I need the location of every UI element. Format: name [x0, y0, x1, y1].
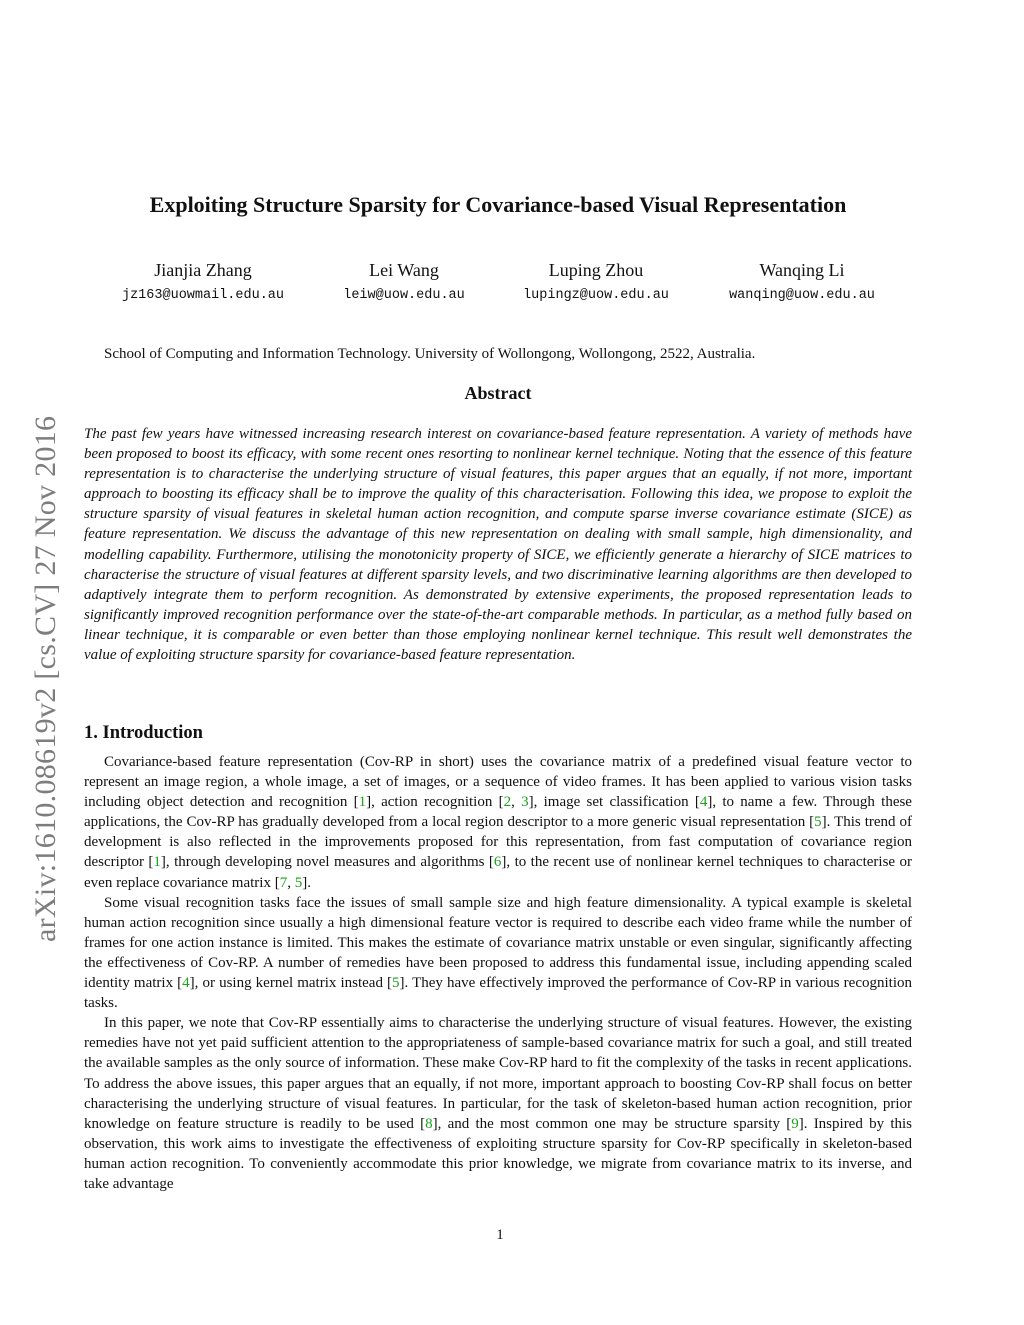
text-run: In this paper, we note that Cov-RP essentially aims to characterise the underlying structure of visual features. However, the existing remedies have not yet paid sufficient attention to the appropriateness of sample-based covariance matrix for such a goal, and still treated the available samples as the only source of information. These make Cov-RP hard to fit the complexity of the tasks in recent applications. To address the above issues, this paper argues that an equally, if not more, important approach to boosting Cov-RP shall focus on better characterising the underlying structure of visual features. In particular, for the task of skeleton-based human action recognition, prior knowledge on feature structure is readily to be used [: [84, 1015, 912, 1132]
text-run: Covariance-based feature representation (Cov-RP in short) uses the covariance matrix of a predefined visual feature vector to represent an image region, a whole image, a set of images, or a sequence of video frames. It has been applied to various vision tasks including object detection and recognition [: [84, 754, 912, 811]
paragraph: [84, 752, 912, 893]
citation-link[interactable]: 8: [425, 1115, 433, 1132]
citation-link[interactable]: 5: [814, 814, 822, 831]
paragraph: [84, 1013, 912, 1194]
author-email: wanqing@uow.edu.au: [729, 288, 875, 303]
text-run: ]. They have effectively improved the performance of Cov-RP in various recognition tasks.: [84, 975, 912, 1012]
citation-link[interactable]: 2: [503, 794, 512, 811]
text-run: ]. Inspired by this observation, this work aims to investigate the effectiveness of exploiting structure sparsity for Cov-RP specifically in skeleton-based human action recognition. To conveniently accommodate this prior knowledge, we migrate from covariance matrix to its inverse, and take advantage: [84, 1115, 913, 1192]
page-number: 1: [496, 1227, 504, 1243]
citation-link[interactable]: 6: [493, 854, 502, 871]
text-run: ], through developing novel measures and algorithms [: [160, 854, 494, 871]
text-run: Some visual recognition tasks face the issues of small sample size and high feature dimensionality. A typical example is skeletal human action recognition since usually a high dimensional feature vector is required to describe each video frame while the number of frames for one action instance is limited. This makes the estimate of covariance matrix unstable or even singular, significantly affecting the effectiveness of Cov-RP. A number of remedies have been proposed to address this fundamental issue, including appending scaled identity matrix [: [84, 894, 912, 992]
author-name: Lei Wang: [369, 260, 439, 280]
citation-link[interactable]: 9: [791, 1115, 799, 1132]
text-run: ], image set classification [: [528, 794, 700, 811]
paragraph: [84, 893, 912, 1014]
author-block: [299, 258, 509, 306]
arxiv-identifier: arXiv:1610.08619v2 [cs.CV] 27 Nov 2016: [29, 415, 62, 942]
citation-link[interactable]: 5: [392, 975, 400, 992]
text-run: ], to name a few. Through these applications, the Cov-RP has gradually developed from a local region descriptor to a more generic visual representation [: [84, 794, 912, 831]
section-heading: 1. Introduction: [84, 723, 203, 743]
author-block: [491, 258, 701, 306]
text-run: ,: [511, 794, 522, 811]
text-run: ]. This trend of development is also reflected in the improvements proposed for this representation, from fast computation of covariance region descriptor [: [84, 814, 912, 871]
abstract-text: The past few years have witnessed increasing research interest on covariance-based feature representation. A variety of methods have been proposed to boost its efficacy, with some recent ones resorting to nonlinear kernel technique. Noting that the essence of this feature representation is to characterise the underlying structure of visual features, this paper argues that an equally, if not more, important approach to boosting its efficacy shall be to improve the quality of this characterisation. Following this idea, we propose to exploit the structure sparsity of visual features in skeletal human action recognition, and compute sparse inverse covariance estimate (SICE) as feature representation. We discuss the advantage of this new representation on dealing with small sample, high dimensionality, and modelling capability. Furthermore, utilising the monotonicity property of SICE, we efficiently generate a hierarchy of SICE matrices to characterise the structure of visual features at different sparsity levels, and two discriminative learning algorithms are then developed to adaptively integrate them to perform recognition. As demonstrated by extensive experiments, the proposed representation leads to significantly improved recognition performance over the state-of-the-art comparable methods. In particular, as a method fully based on linear technique, it is comparable or even better than those employing nonlinear kernel technique. This result well demonstrates the value of exploiting structure sparsity for covariance-based feature representation.: [84, 426, 912, 664]
citation-link[interactable]: 4: [182, 975, 190, 992]
citation-link[interactable]: 5: [294, 874, 303, 891]
text-run: ], and the most common one may be structure sparsity [: [432, 1115, 792, 1132]
author-name: Wanqing Li: [759, 260, 845, 280]
citation-link[interactable]: 4: [699, 794, 708, 811]
author-email: leiw@uow.edu.au: [343, 288, 465, 303]
author-name: Luping Zhou: [548, 260, 644, 280]
author-block: [98, 258, 308, 306]
author-email: lupingz@uow.edu.au: [523, 288, 669, 303]
affiliation: School of Computing and Information Technology. University of Wollongong, Wollongong, 2522, Australia.: [104, 346, 756, 362]
citation-link[interactable]: 1: [153, 854, 161, 871]
text-run: ].: [302, 874, 311, 891]
paper-title: Exploiting Structure Sparsity for Covariance-based Visual Representation: [149, 192, 847, 217]
text-run: ], action recognition [: [366, 794, 504, 811]
text-run: ,: [287, 874, 295, 891]
abstract-heading: Abstract: [464, 383, 532, 403]
text-run: ], to the recent use of nonlinear kernel techniques to characterise or even replace covariance matrix [: [84, 854, 912, 891]
author-block: [697, 258, 907, 306]
citation-link[interactable]: 3: [521, 794, 529, 811]
text-run: ], or using kernel matrix instead [: [189, 975, 393, 992]
introduction-body: [84, 752, 912, 1194]
citation-link[interactable]: 1: [358, 794, 367, 811]
author-email: jz163@uowmail.edu.au: [121, 288, 285, 303]
citation-link[interactable]: 7: [279, 874, 288, 891]
author-name: Jianjia Zhang: [154, 260, 252, 280]
